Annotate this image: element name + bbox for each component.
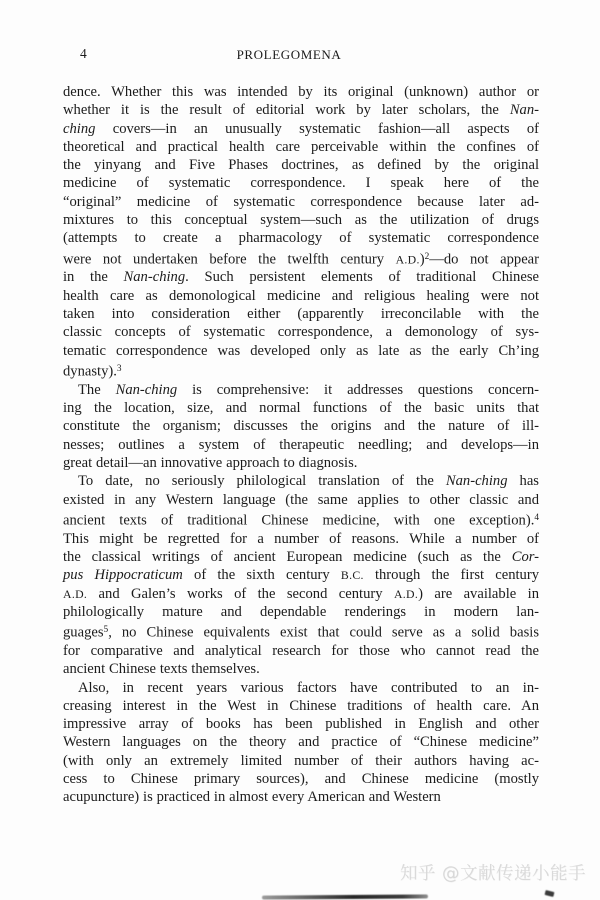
text-segment: great detail—an innovative approach to diagnosis.	[63, 454, 358, 471]
text-line	[63, 120, 539, 138]
text-line	[63, 229, 539, 247]
text-segment: in the	[63, 269, 124, 286]
text-segment: (with only an extremely limited number of their authors having ac-	[63, 752, 539, 769]
text-segment: and Galen’s works of the second century	[87, 585, 394, 602]
text-line	[63, 585, 539, 603]
text-segment: pus Hippocraticum	[63, 567, 183, 584]
footnote-reference: 4	[534, 512, 539, 523]
text-segment: Nan-	[509, 102, 539, 119]
text-segment: A.D.	[393, 586, 419, 601]
text-segment: A.D.	[395, 252, 420, 267]
text-line	[63, 399, 539, 417]
text-segment: ing the location, size, and normal functions of the basic units that	[63, 400, 539, 417]
text-segment: ) are available in	[418, 585, 539, 602]
text-segment: ancient texts of traditional Chinese medicine, with one exception).	[63, 512, 535, 529]
text-segment: whether it is the result of editorial work by later scholars, the	[63, 102, 510, 119]
text-segment: health care as demonological medicine and religious healing were not	[63, 287, 539, 304]
text-segment: acupuncture) is practiced in almost every American and Western	[63, 789, 441, 806]
text-line	[63, 342, 539, 360]
text-segment: philologically mature and dependable renderings in modern lan-	[63, 603, 539, 620]
footnote-reference: 5	[103, 625, 109, 636]
text-segment: has	[507, 473, 539, 490]
scan-smudge	[262, 894, 428, 899]
page-number: 4	[80, 46, 87, 61]
text-segment: through the first century	[363, 567, 540, 584]
text-line	[63, 248, 539, 269]
text-line	[63, 733, 539, 751]
text-segment: the classical writings of ancient European medicine (such as the	[63, 548, 512, 565]
text-segment: )	[419, 251, 425, 268]
text-line	[63, 211, 539, 229]
text-segment: A.D.	[63, 586, 88, 601]
text-line	[63, 788, 539, 806]
text-line	[63, 621, 539, 642]
text-line	[63, 268, 539, 286]
text-segment: ching	[63, 120, 96, 137]
text-line	[63, 305, 539, 323]
text-line	[63, 174, 539, 192]
text-segment: nesses; outlines a system of therapeutic needling; and develops—in	[63, 436, 539, 453]
text-segment: Nan-ching	[123, 269, 186, 286]
text-line	[63, 323, 539, 341]
text-line	[63, 491, 539, 509]
paragraph	[63, 381, 539, 472]
zhihu-watermark: 知乎 @文献传递小能手	[399, 864, 586, 884]
text-segment: ancient Chinese texts themselves.	[63, 661, 260, 678]
text-line	[63, 83, 539, 101]
text-line	[63, 381, 539, 399]
text-line	[63, 642, 539, 660]
text-line	[63, 548, 539, 566]
text-segment: constitute the organism; discusses the origins and the nature of ill-	[63, 418, 539, 435]
text-line	[63, 101, 539, 119]
text-segment: This might be regretted for a number of reasons. While a number of	[63, 530, 539, 547]
text-segment: “original” medicine of systematic correspondence because later ad-	[63, 193, 539, 210]
text-segment: To date, no seriously philological translation of the	[78, 473, 446, 490]
text-segment: creasing interest in the West in Chinese traditions of health care. An	[63, 697, 539, 714]
text-line	[63, 715, 539, 733]
text-segment: mixtures to this conceptual system—such as the utilization of drugs	[63, 212, 539, 229]
paragraph	[63, 472, 539, 678]
page-header	[0, 47, 578, 63]
text-line	[63, 454, 539, 472]
text-line	[63, 566, 539, 584]
paragraph	[63, 83, 539, 381]
text-segment: is comprehensive: it addresses questions concern-	[177, 381, 539, 398]
text-line	[63, 287, 539, 305]
text-line	[63, 603, 539, 621]
text-segment: Cor-	[511, 548, 539, 565]
text-segment: taken into consideration either (apparently irreconcilable with the	[63, 306, 539, 323]
text-segment: existed in any Western language (the same applies to other classic and	[63, 491, 539, 508]
scan-mark	[545, 890, 555, 897]
text-segment: were not undertaken before the twelfth century	[63, 251, 396, 268]
text-segment: guages	[63, 624, 104, 641]
text-segment: the yinyang and Five Phases doctrines, as defined by the original	[63, 157, 539, 174]
text-segment: covers—in an unusually systematic fashion—all aspects of	[95, 120, 539, 137]
page-body	[63, 83, 539, 807]
text-segment: . Such persistent elements of traditional Chinese	[185, 269, 539, 286]
text-segment: impressive array of books has been published in English and other	[63, 716, 539, 733]
text-segment: , no Chinese equivalents exist that could serve as a solid basis	[108, 624, 539, 641]
text-segment: —do not appear	[429, 251, 540, 268]
text-segment: (attempts to create a pharmacology of systematic correspondence	[63, 230, 539, 247]
text-line	[63, 679, 539, 697]
text-line	[63, 417, 539, 435]
text-line	[63, 436, 539, 454]
text-segment: classic concepts of systematic correspondence, a demonology of sys-	[63, 324, 539, 341]
footnote-reference: 2	[424, 251, 430, 262]
text-line	[63, 360, 539, 381]
text-line	[63, 697, 539, 715]
text-line	[63, 770, 539, 788]
text-line	[63, 156, 539, 174]
footnote-reference: 3	[116, 363, 122, 374]
text-segment: medicine of systematic correspondence. I speak here of the	[63, 175, 539, 192]
text-line	[63, 472, 539, 490]
text-segment: Also, in recent years various factors have contributed to an in-	[78, 679, 539, 696]
text-line	[63, 138, 539, 156]
paragraph	[63, 679, 539, 807]
text-line	[63, 530, 539, 548]
text-segment: Western languages on the theory and practice of “Chinese medicine”	[63, 734, 539, 751]
text-segment: The	[78, 381, 116, 398]
text-segment: cess to Chinese primary sources), and Chinese medicine (mostly	[63, 770, 539, 787]
text-segment: tematic correspondence was developed only as late as the early Ch’ing	[63, 342, 539, 359]
text-segment: theoretical and practical health care perceivable within the confines of	[63, 138, 539, 155]
running-head: PROLEGOMENA	[236, 47, 342, 62]
text-segment: Nan-ching	[115, 381, 178, 398]
text-segment: for comparative and analytical research for those who cannot read the	[63, 642, 539, 659]
text-line	[63, 193, 539, 211]
text-line	[63, 752, 539, 770]
text-segment: B.C.	[340, 568, 364, 583]
text-segment: dence. Whether this was intended by its original (unknown) author or	[63, 84, 539, 100]
text-segment: Nan-ching	[445, 473, 508, 490]
text-segment: dynasty).	[63, 363, 117, 380]
text-line	[63, 509, 539, 530]
text-line	[63, 660, 539, 678]
text-segment: of the sixth century	[182, 567, 341, 584]
